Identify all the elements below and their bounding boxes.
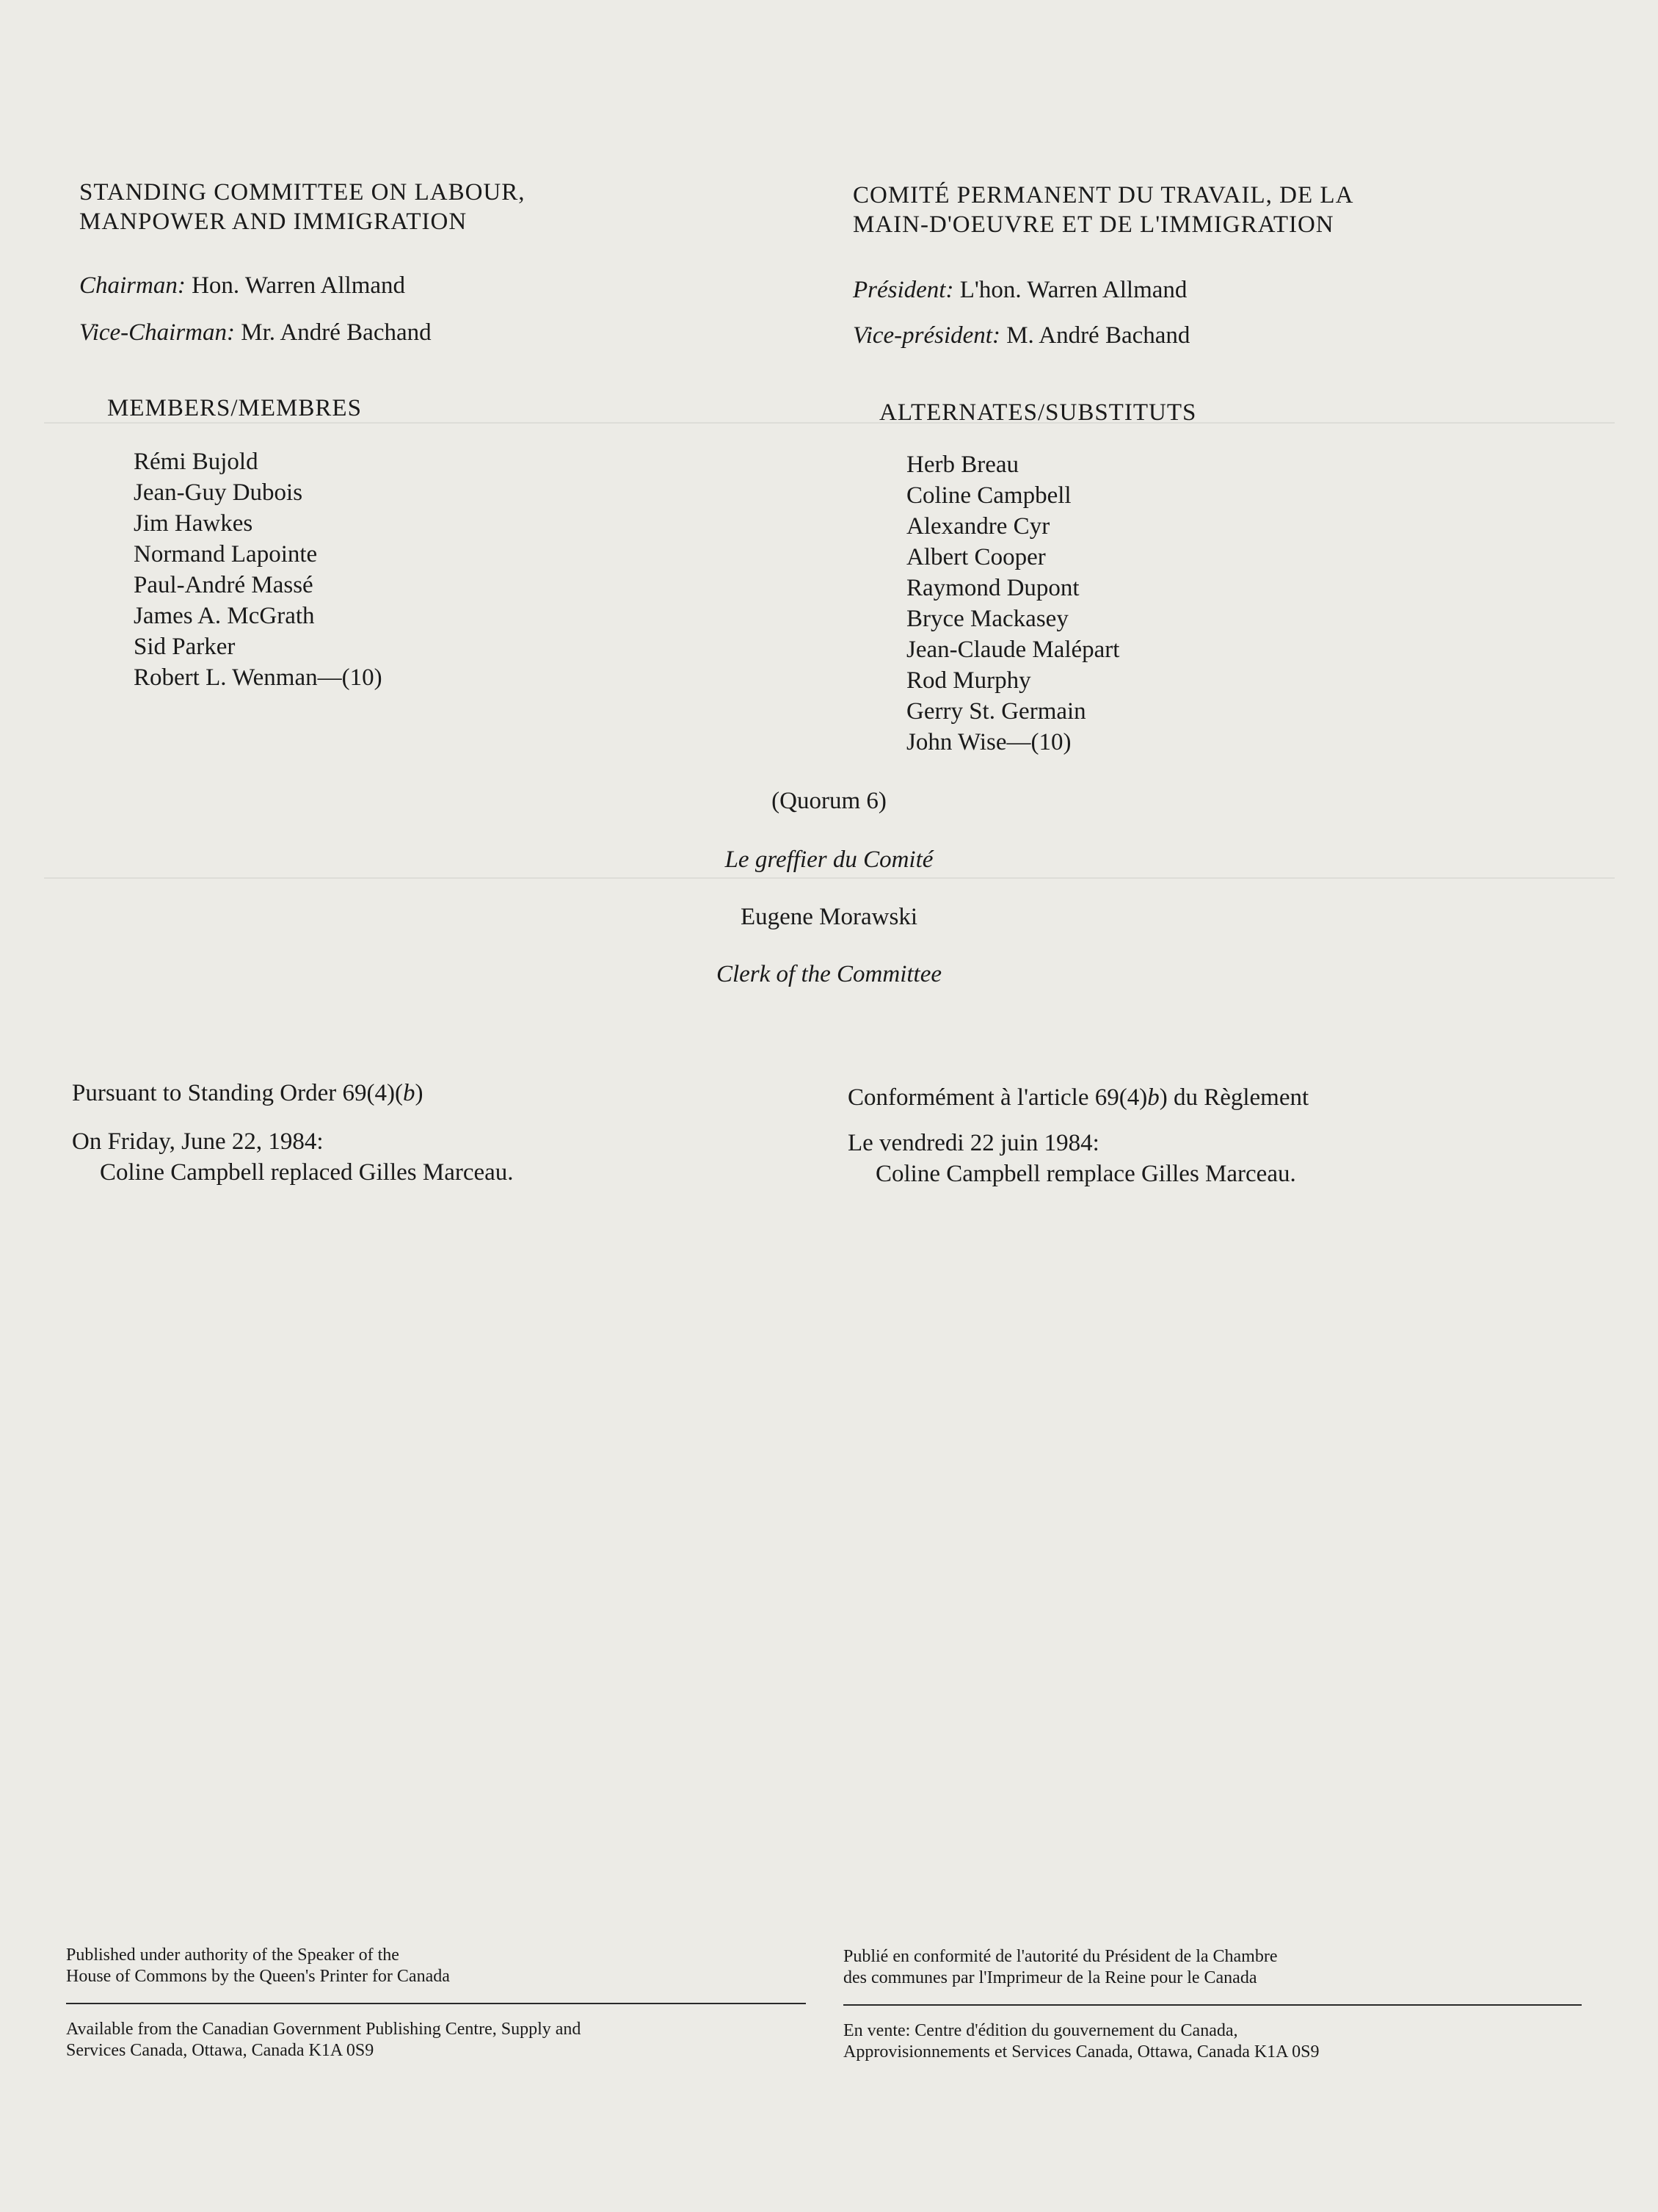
member-item: James A. McGrath [134,603,315,629]
right-published-line2: des communes par l'Imprimeur de la Reine pour le Canada [843,1968,1257,1987]
right-available-line2: Approvisionnements et Services Canada, Ottawa, Canada K1A 0S9 [843,2042,1320,2061]
right-available-line1: En vente: Centre d'édition du gouvernement du Canada, [843,2021,1238,2040]
left-vice-chairman [79,317,432,348]
right-president [853,275,1187,305]
right-vice-label: Vice-président: [853,322,1000,349]
left-committee-title-line2: MANPOWER AND IMMIGRATION [79,208,468,235]
alternate-item: Jean-Claude Malépart [906,637,1120,663]
left-chair-name: Hon. Warren Allmand [185,272,406,299]
left-order-text: Pursuant to Standing Order 69(4)( [72,1080,403,1106]
left-published-note [66,1945,800,1987]
alternate-item: Herb Breau [906,452,1019,478]
alternate-item: Albert Cooper [906,544,1046,570]
right-order-b: b [1147,1084,1160,1111]
alternate-item: John Wise—(10) [906,729,1072,755]
member-item: Robert L. Wenman—(10) [134,664,382,691]
clerk-name: Eugene Morawski [740,904,918,930]
alternate-item: Raymond Dupont [906,575,1080,601]
right-order-end: ) du Règlement [1159,1084,1309,1111]
left-published-line1: Published under authority of the Speaker of the [66,1946,399,1965]
bleed-through-rule [44,877,1615,879]
member-item: Jean-Guy Dubois [134,479,303,506]
left-committee-title-line1: STANDING COMMITTEE ON LABOUR, [79,179,526,206]
alternate-item: Bryce Mackasey [906,606,1069,632]
left-chair-label: Chairman: [79,272,186,299]
right-chair-label: Président: [853,277,954,303]
right-footer-rule [843,2004,1582,2006]
alternate-item: Gerry St. Germain [906,698,1086,725]
members-list [134,446,382,693]
left-available-line2: Services Canada, Ottawa, Canada K1A 0S9 [66,2041,374,2060]
member-item: Paul-André Massé [134,572,313,598]
alternate-item: Rod Murphy [906,667,1031,694]
right-vice-name: M. André Bachand [1000,322,1190,349]
right-date-line: Le vendredi 22 juin 1984: [848,1130,1099,1156]
right-vice-president [853,320,1190,351]
clerk-title: Clerk of the Committee [716,961,942,987]
alternate-item: Coline Campbell [906,482,1072,509]
right-committee-title-line2: MAIN-D'OEUVRE ET DE L'IMMIGRATION [853,211,1334,238]
right-committee-title [853,181,1631,239]
left-available-note [66,2019,807,2061]
quorum: (Quorum 6) [771,788,887,814]
left-vice-label: Vice-Chairman: [79,319,236,346]
right-available-note [843,2020,1621,2063]
right-published-note [843,1946,1621,1989]
left-chairman [79,270,405,301]
left-standing-order [72,1078,423,1109]
left-date-line: On Friday, June 22, 1984: [72,1128,324,1155]
left-committee-title [79,178,813,236]
alternates-list [906,449,1119,758]
left-available-line1: Available from the Canadian Government Publishing Centre, Supply and [66,2020,581,2039]
right-published-line1: Publié en conformité de l'autorité du Président de la Chambre [843,1947,1278,1966]
members-heading: MEMBERS/MEMBRES [107,395,362,421]
left-footer-rule [66,2003,806,2004]
left-order-end: ) [415,1080,423,1106]
alternate-item: Alexandre Cyr [906,513,1050,540]
member-item: Normand Lapointe [134,541,318,567]
member-item: Jim Hawkes [134,510,253,537]
right-chair-name: L'hon. Warren Allmand [953,277,1188,303]
right-replacement: Coline Campbell remplace Gilles Marceau. [876,1161,1296,1187]
left-order-b: b [402,1080,415,1106]
member-item: Rémi Bujold [134,449,258,475]
member-item: Sid Parker [134,634,236,660]
alternates-heading: ALTERNATES/SUBSTITUTS [879,399,1197,426]
greffier-label: Le greffier du Comité [724,846,934,873]
left-vice-name: Mr. André Bachand [235,319,432,346]
right-order-text: Conformément à l'article 69(4) [848,1084,1148,1111]
left-replacement: Coline Campbell replaced Gilles Marceau. [100,1159,514,1186]
right-committee-title-line1: COMITÉ PERMANENT DU TRAVAIL, DE LA [853,182,1354,208]
left-published-line2: House of Commons by the Queen's Printer for Canada [66,1967,450,1986]
right-standing-order [848,1082,1309,1113]
